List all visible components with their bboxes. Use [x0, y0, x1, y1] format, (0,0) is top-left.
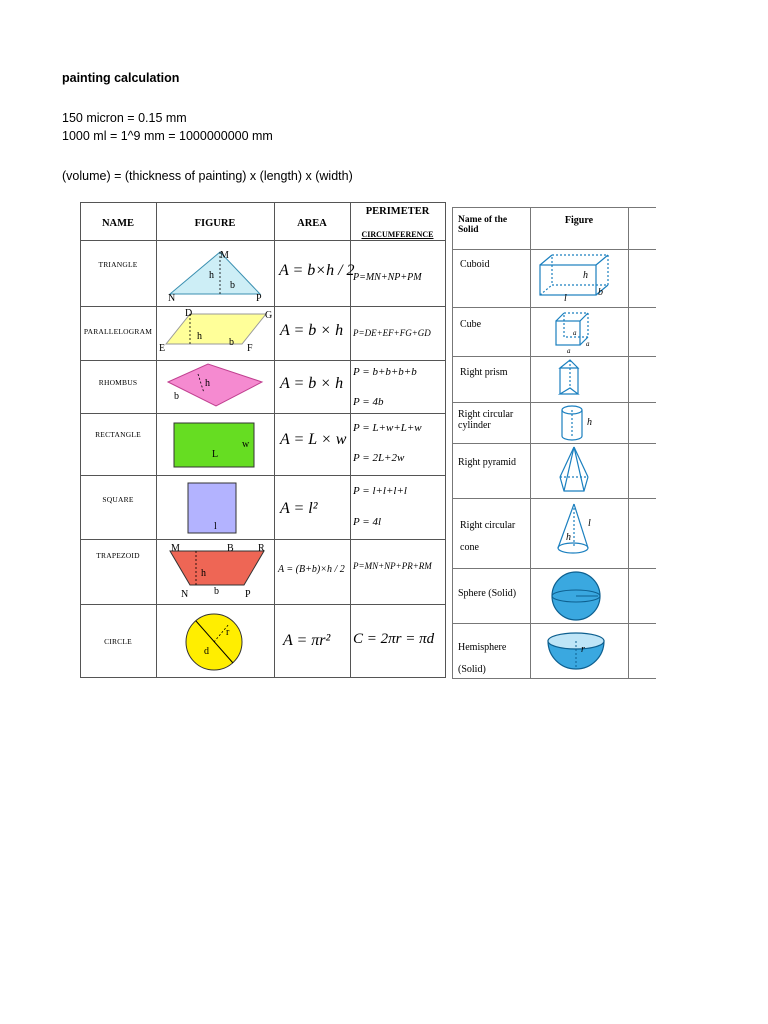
rectangle-label-l: L — [212, 449, 219, 460]
document-title: painting calculation — [62, 71, 180, 85]
area-circle: A = πr² — [283, 632, 331, 649]
header-circumference: CIRCUMFERENCE — [361, 230, 434, 239]
perimeter-triangle: P=MN+NP+PM — [353, 272, 422, 283]
cone-label-h: h — [566, 532, 571, 543]
cylinder-figure — [530, 402, 628, 443]
sphere-figure — [530, 568, 628, 623]
area-rhombus: A = b × h — [280, 375, 344, 392]
solid-name-pyramid: Right pyramid — [458, 457, 517, 468]
volume-formula: (volume) = (thickness of painting) x (length) x (width) — [62, 169, 353, 183]
perimeter-rectangle: P = L+w+L+w — [353, 422, 422, 434]
perimeter-rhombus: P = b+b+b+b — [353, 366, 417, 378]
plane-figures-table — [80, 202, 446, 678]
header-figure: FIGURE — [194, 218, 236, 229]
row-name-circle: CIRCLE — [104, 637, 132, 646]
rhombus-figure — [156, 360, 274, 413]
cuboid-label-h: h — [583, 270, 588, 281]
circle-figure — [156, 604, 274, 677]
triangle-label-b: b — [230, 280, 235, 291]
perimeter-parallelogram: P=DE+EF+FG+GD — [353, 328, 431, 338]
micron-conversion: 150 micron = 0.15 mm — [62, 111, 187, 125]
cube-label-a-bottom: a — [567, 347, 571, 355]
area-parallelogram: A = b × h — [280, 322, 344, 339]
solid-name-sphere: Sphere (Solid) — [458, 588, 517, 599]
circle-label-r: r — [226, 627, 230, 638]
cube-figure — [530, 307, 628, 356]
parallelogram-figure — [156, 306, 274, 360]
cone-figure — [530, 498, 628, 568]
solid-name-cylinder: Right circular cylinder — [458, 409, 514, 431]
area-trapezoid: A = (B+b)×h / 2 — [278, 564, 345, 575]
area-triangle: A = b×h / 2 — [279, 262, 355, 279]
trapezoid-label-m: M — [171, 543, 180, 554]
cone-label-l: l — [588, 518, 591, 529]
parallelogram-label-b: b — [229, 337, 234, 348]
rectangle-figure — [156, 413, 274, 475]
triangle-label-p: P — [256, 293, 262, 304]
solid-name-hemisphere: Hemisphere (Solid) — [458, 642, 507, 675]
rhombus-label-h: h — [205, 378, 210, 389]
cube-label-a-top: a — [573, 329, 577, 337]
area-square: A = l² — [280, 500, 318, 517]
parallelogram-label-g: G — [265, 310, 273, 321]
trapezoid-label-p: P — [245, 589, 251, 600]
triangle-label-h: h — [209, 270, 214, 281]
parallelogram-label-f: F — [247, 343, 253, 354]
header-perimeter: PERIMETER — [365, 206, 430, 217]
trapezoid-label-h: h — [201, 568, 206, 579]
header-area: AREA — [297, 218, 327, 229]
row-name-triangle: TRIANGLE — [98, 260, 138, 269]
parallelogram-label-d: D — [185, 308, 193, 319]
solid-name-cube: Cube — [460, 319, 482, 330]
header-name: NAME — [101, 218, 135, 229]
solid-name-cuboid: Cuboid — [460, 259, 490, 270]
triangle-label-m: M — [220, 250, 229, 261]
circumference-circle: C = 2πr = πd — [353, 631, 435, 647]
circle-label-d: d — [204, 646, 209, 657]
solid-name-cone: Right circular cone — [460, 520, 516, 553]
solid-name-right-prism: Right prism — [460, 367, 508, 378]
perimeter-trapezoid: P=MN+NP+PR+RM — [353, 561, 432, 571]
solid-figures-table — [452, 207, 656, 679]
perimeter-square: P = l+l+l+l — [353, 485, 407, 497]
parallelogram-label-h: h — [197, 331, 202, 342]
volume-conversion: 1000 ml = 1^9 mm = 1000000000 mm — [62, 129, 273, 143]
row-name-square: SQUARE — [102, 495, 134, 504]
parallelogram-label-e: E — [159, 343, 166, 354]
triangle-label-n: N — [168, 293, 176, 304]
solid-header-name: Name of the Solid — [458, 215, 508, 235]
cuboid-label-b: b — [598, 287, 603, 298]
row-name-parallelogram: PARALLELOGRAM — [83, 327, 153, 336]
trapezoid-label-b: b — [214, 586, 219, 597]
solid-header-figure: Figure — [564, 215, 594, 226]
rectangle-label-w: w — [242, 439, 250, 450]
trapezoid-label-r: R — [258, 543, 265, 554]
perimeter-rhombus-short: P = 4b — [353, 396, 384, 408]
perimeter-rectangle-short: P = 2L+2w — [353, 452, 405, 464]
row-name-rectangle: RECTANGLE — [95, 430, 141, 439]
cube-label-a-side: a — [586, 340, 590, 348]
perimeter-square-short: P = 4l — [353, 516, 381, 528]
rhombus-label-b: b — [174, 391, 179, 402]
trapezoid-label-b-top: B — [227, 543, 234, 554]
row-name-rhombus: RHOMBUS — [98, 378, 138, 387]
area-rectangle: A = L × w — [280, 431, 347, 448]
hemisphere-figure — [530, 623, 628, 678]
trapezoid-label-n: N — [181, 589, 189, 600]
row-name-trapezoid: TRAPEZOID — [96, 551, 140, 560]
hemisphere-label-r: r — [581, 644, 585, 655]
square-label-l: l — [214, 521, 217, 532]
right-prism-figure — [530, 356, 628, 402]
cuboid-label-l: l — [564, 293, 567, 304]
pyramid-figure — [530, 443, 628, 498]
cylinder-label-h: h — [587, 417, 592, 428]
cuboid-figure — [530, 249, 628, 307]
